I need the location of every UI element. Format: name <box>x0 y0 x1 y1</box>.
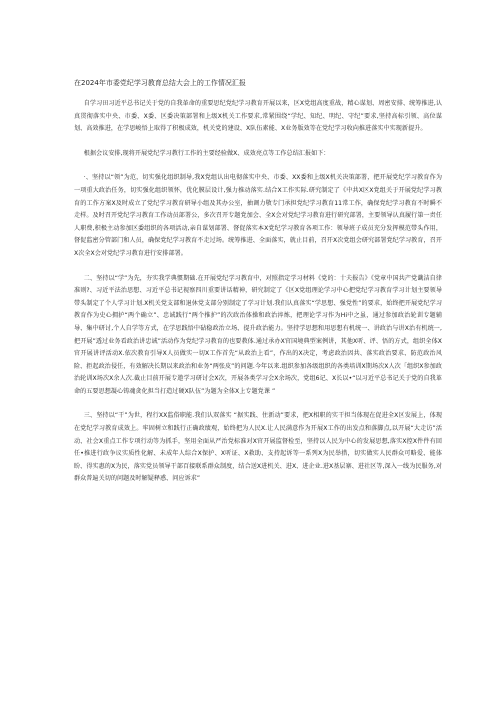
section-one-paragraph: ·、坚持以“领”为范，切实强化组织制导,我X党组认出电彻落实中央、市委、XX委和上级X机关决策部署，把开展党纪学习教育作为一项重大政治任务，切实强化组织领怀，优化膜层设计,强力推动落实.结合X工作实际.研究制定了《中共X区X党组关于开展党纪学习教育的工作方案X及时成立了党纪学习教育研导小组及其办公室，抽调力敬专门承担党纪学习教育11常工作，确保党纪学习教育不时瞬不走样。及时召开党纪学习教育工作动员部署公，多次召开专题党加会、全X会对党纪学习教育进行研究部署，主要领导认真履行第一责任人职费,积极主动参加区委组织的各项活动,亲自谋划部署、督促落实本X党纪学习教育各项工作：领导班子成员充分发挥模范带头作用，督促监密分管部门和人员，确保党纪学习教育不走过场。统筹推进、全面落实，就止目前，召开X次党组会研究部署党纪学习教育，召开X次全X会对党纪学习教育进行安排部署。 <box>74 174 442 257</box>
section-two-paragraph: 二、坚持以“学”为先，夯实我学典惯期础.在开展党纪学习教育中，对照指定学习材料《党的：十夫报告》《党章中国共产党谶洁自律准则?、习近平法治思想、习近平总书记视察四川重要讲话精神，研究制定了《区X党组理论学习中心把党纪学习教育学习计划主要领导带头制定了个人学习计划.X机关党支部和退休党支部分别制定了学习计划.我们认真落实“学思想、强党性”的要求，始终把开展党纪学习教育作为史心拥护“两个确立”、忠诚践行“两个推护”的次政治体操和政治淬炼，把理论学习作为Hi中之虽，通过参加政治轮训专题辅导、集中研讨,个人自学等方式，在学思践悟中砧稳政治立场、提升政治能力。坚持学思想和用思想有机统一、讲政治与讲X治有机统一,把开展”透过业务看政治讲忠诚”活动作为党纪学习教育的也要教体.通过承办X官国境典型案例讲，其他X听、评、悟的方式，组织全体X官开展讲评活动X.依次教育引导X人员做实一切X工作首先“从政治上看”，作出的X决定，考虑政治因共、落实政治要求、防范政治风险、拒起政治侵任，有效解决长期以来政治和业务“两张皮”的问题.今年以来.组织参加各级组织的各类培训X期场次X人次「组织X参加政治轮训X场次X余人次.截止目前开展专遨学习研讨会X次，开展各类学习会X余场次，党组6记、X长以•“以习近平总书记关于党的自我革命的五要思想凝心铸魂贪化担当打造过硬X队伍”为题为全体X上专题党课 ” <box>74 274 442 395</box>
intro-paragraph: 自学习田习近平总书记关于党的自我革命的重要思纪党纪学习教育开展以来，区X党组高度重战，精心谋划、周密安排、统筹推进,认真贯彻落实中央、市委、X委、区委决策部署和上级X机关工作要求,常紧围绕“学纪、知纪、明纪、守纪”要求,坚持高标引领、高位谋划、高效推进，在学思峻悟上取得了积极成效，机关党的建设、X队伍素能、X业务版效等在党纪学习收向推进落实中实现新提升。 <box>74 100 442 133</box>
lead-paragraph: 根据会议安排,现将开展党纪学习教行工作的主要经验做X、成效亮点等工作总结汇报如下： <box>83 149 330 157</box>
document-page <box>74 78 442 498</box>
section-three-paragraph: 三、坚持以“干”为世，程行XX监俗职能.我们认双落实 “据实践、住新动”要求，把X相职的实干担当体现在促进全X区发展上，体现在党纪学习教育成效上。牢固树立和践行正确政绩观，始终把为人民X.让人民满意作为开展X工作的出发点和落脚点,以开展“大走访”活动、社会X重点工作专项行动等为抓手，坚用全面从严治党标准对X官开展监督检至，坚持以人民为中心的发展思想,落实X控X件件有回任•推进行政争议实质性化解、未成年人综合X保护、X听证、X救助、支持起诉等一系列X为民举措，切实做实人民群众可略爱、能体盼、得实惠的X为民，落实党员领导干部百接联系群众制度，结合送X进机关、进X、进企业.进X基层寨、进社区等,深入一线为民服务,对群众普遍关切的问题及时解疑释惑、问应诉求” <box>74 412 442 483</box>
document-title: 在2024年市委党纪学习教育总结大会上的工作情况汇报 <box>74 79 246 87</box>
